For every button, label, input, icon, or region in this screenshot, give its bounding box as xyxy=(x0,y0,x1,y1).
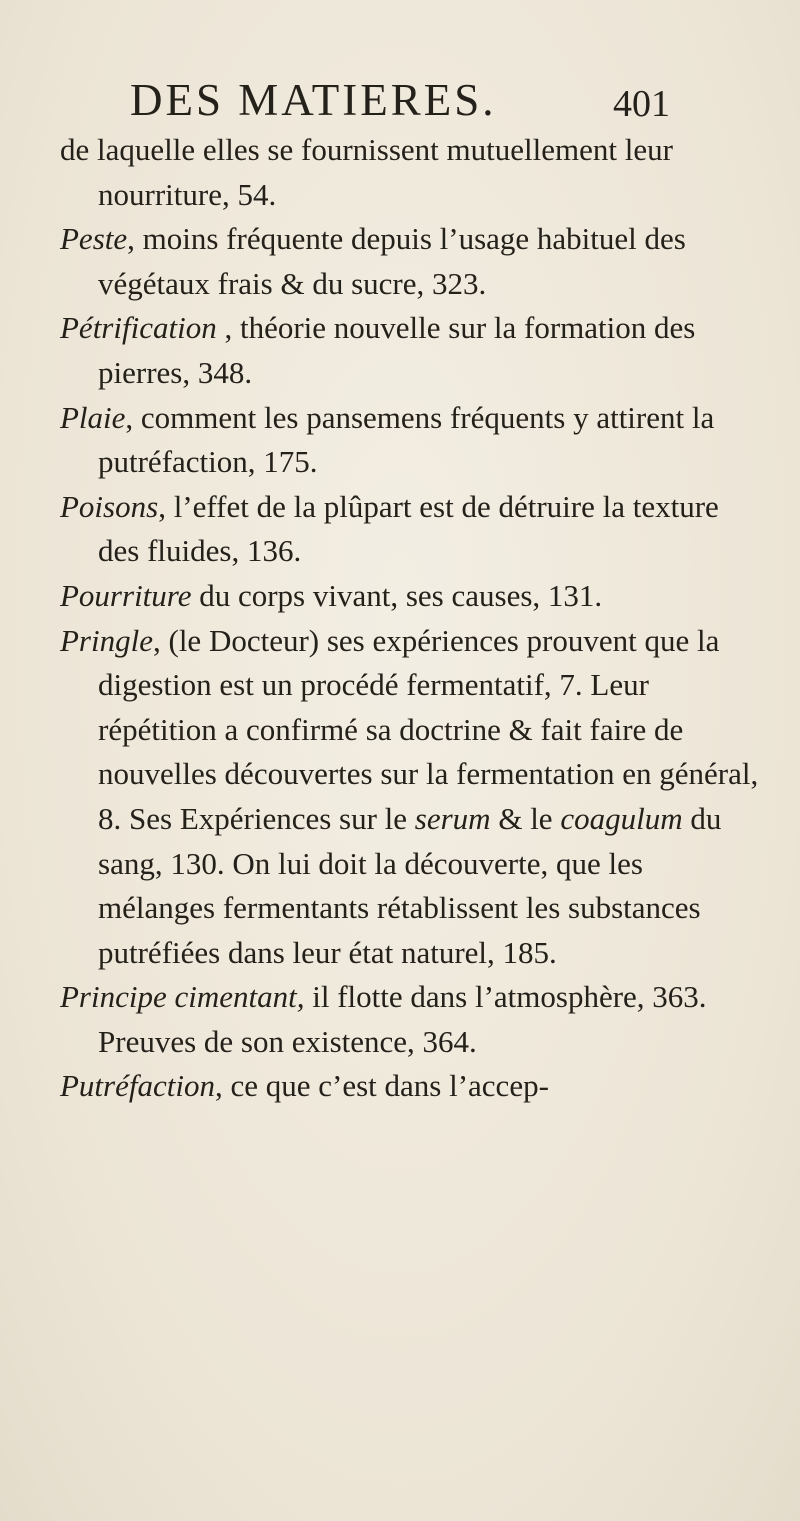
index-entry-poisons xyxy=(60,485,760,574)
running-head: DES MATIERES. xyxy=(130,75,497,125)
entry-term: Poisons xyxy=(60,488,159,524)
entry-term: Putréfaction xyxy=(60,1068,215,1104)
entry-italic-term: serum xyxy=(414,800,491,836)
index-entry-peste xyxy=(60,217,760,306)
entry-term: Principe cimentant, xyxy=(60,979,305,1015)
page-header xyxy=(0,70,800,130)
entry-text: du corps vivant, ses causes, 131. xyxy=(191,577,603,613)
entry-text: , l’effet de la plûpart est de détruire la texture des fluides, 136. xyxy=(98,488,719,569)
index-entry-plaie xyxy=(60,396,760,485)
index-entry-principe xyxy=(60,975,760,1064)
index-entry-putrefaction xyxy=(60,1064,760,1109)
index-entries xyxy=(60,128,760,1109)
entry-term: Pourriture xyxy=(60,577,192,613)
page-number: 401 xyxy=(613,83,670,125)
entry-text: , ce que c’est dans l’accep- xyxy=(214,1068,549,1104)
index-entry-pringle xyxy=(60,619,760,976)
entry-text: , (le Docteur) ses expériences prouvent que la digestion est un procédé fermentatif, 7. Leur répétition a confirmé sa doctrine & fait faire de nouvelles découvertes sur la fermentation en général, 8. Ses Expériences sur le xyxy=(98,622,759,836)
entry-text: de laquelle elles se fournissent mutuellement leur nourriture, 54. xyxy=(60,132,673,212)
entry-term: Peste xyxy=(60,221,128,257)
entry-term: Plaie xyxy=(60,399,126,435)
entry-term: Pringle xyxy=(60,622,153,658)
entry-text: il flotte dans l’atmosphère, 363. Preuves de son existence, 364. xyxy=(98,979,707,1059)
entry-text: , moins fréquente depuis l’usage habituel des végétaux frais & du sucre, 323. xyxy=(98,221,686,301)
index-entry-continuation xyxy=(60,128,760,217)
entry-text: du sang, 130. On lui doit la découverte, que les mélanges fermentants rétablissent les substances putréfiées dans leur état naturel, 185. xyxy=(98,800,722,970)
entry-italic-term: coagulum xyxy=(560,800,683,836)
index-entry-pourriture xyxy=(60,574,760,619)
index-entry-petrification xyxy=(60,306,760,395)
entry-term: Pétrification xyxy=(60,310,217,346)
entry-text: , théorie nouvelle sur la formation des pierres, 348. xyxy=(98,310,696,390)
entry-text: & le xyxy=(490,800,561,836)
entry-text: , comment les pansemens fréquents y attirent la putréfaction, 175. xyxy=(98,399,715,480)
